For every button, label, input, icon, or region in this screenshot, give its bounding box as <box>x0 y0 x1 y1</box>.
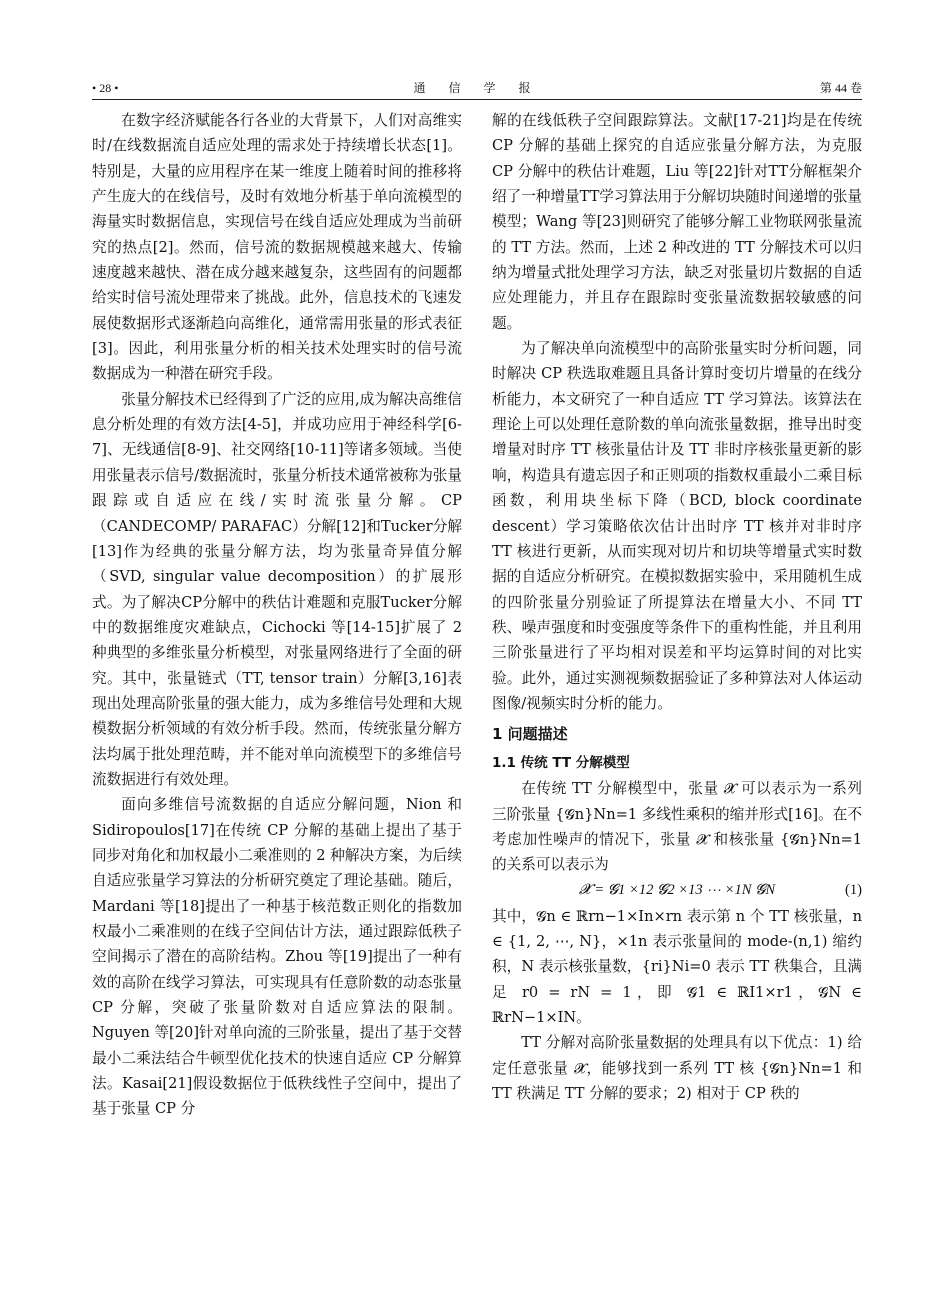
page-number: • 28 • <box>92 81 119 95</box>
intro-paragraph-1: 在数字经济赋能各行各业的大背景下，人们对高维实时/在线数据流自适应处理的需求处于持续增长状态[1]。特别是，大量的应用程序在某一维度上随着时间的推移将产生庞大的在线信号，及时有效地分析基于单向流模型的海量实时数据信息，实现信号在线自适应处理成为当前研究的热点[2]。然而，信号流的数据规模越来越大、传输速度越来越快、潜在成分越来越复杂，这些固有的问题都给实时信号流处理带来了挑战。此外，信息技术的飞速发展使数据形式逐渐趋向高维化，通常需用张量的形式表征[3]。因此，利用张量分析的相关技术处理实时的信号流数据成为一种潜在研究手段。 <box>92 112 462 383</box>
subsection-heading: 1.1 传统 TT 分解模型 <box>492 755 630 772</box>
advantages-paragraph: TT 分解对高阶张量数据的处理具有以下优点：1) 给定任意张量 𝓧，能够找到一系列 TT 核 {𝓖n}Nn=1 和 TT 秩满足 TT 分解的要求；2) 相对于 CP 秩的 <box>492 1034 862 1103</box>
intro-paragraph-5: 为了解决单向流模型中的高阶张量实时分析问题，同时解决 CP 秩选取难题且具备计算时变切片增量的在线分析能力，本文研究了一种自适应 TT 学习算法。该算法在理论上可以处理任意阶数的单向流张量数据，推导出时变增量对时序 TT 核张量估计及 TT 非时序核张量更新的影响，构造具有遗忘因子和正则项的指数权重最小二乘目标函数，利用块坐标下降（BCD, block coordinate descent）学习策略依次估计出时序 TT 核并对非时序 TT 核进行更新，从而实现对切片和切块等增量式实时数据的自适应分析研究。在模拟数据实验中，采用随机生成的四阶张量分别验证了所提算法在增量大小、不同 TT 秩、噪声强度和时变强度等条件下的重构性能，并且利用三阶张量进行了平均相对误差和平均运算时间的对比实验。此外，通过实测视频数据验证了多种算法对人体运动图像/视频实时分析的能力。 <box>492 340 862 712</box>
equation-body: 𝓧 = 𝓖1 ×12 𝓖2 ×13 ⋯ ×1N 𝓖N <box>578 881 776 898</box>
header-rule <box>92 99 862 100</box>
equation-number: (1) <box>844 881 862 898</box>
intro-paragraph-4: 解的在线低秩子空间跟踪算法。文献[17-21]均是在传统 CP 分解的基础上探究的自适应张量分解方法，为克服 CP 分解中的秩估计难题，Liu 等[22]针对TT分解框架介绍了一种增量TT学习算法用于分解切块随时间递增的张量模型；Wang 等[23]则研究了能够分解工业物联网张量流的 TT 方法。然而，上述 2 种改进的 TT 分解技术可以归纳为增量式批处理学习方法，缺乏对张量切片数据的自适应处理能力，并且存在跟踪时变张量流数据较敏感的问题。 <box>492 112 862 332</box>
section-heading: 1 问题描述 <box>492 725 568 744</box>
intro-paragraph-2: 张量分解技术已经得到了广泛的应用,成为解决高维信息分析处理的有效方法[4-5]，并成功应用于神经科学[6-7]、无线通信[8-9]、社交网络[10-11]等诸多领域。当使用张量表示信号/数据流时，张量分析技术通常被称为张量跟踪或自适应在线/实时流张量分解。CP（CANDECOMP/ PARAFAC）分解[12]和Tucker分解[13]作为经典的张量分解方法，均为张量奇异值分解（SVD, singular value decomposition）的扩展形式。为了解决CP分解中的秩估计难题和克服Tucker分解中的数据维度灾难缺点，Cichocki 等[14-15]扩展了 2 种典型的多维张量分析模型，对张量网络进行了全面的研究。其中，张量链式（TT, tensor train）分解[3,16]表现出处理高阶张量的强大能力，成为多维信号处理和大规模数据分析领域的有效分析手段。然而，传统张量分解方法均属于批处理范畴，并不能对单向流模型下的多维信号流数据进行有效处理。 <box>92 390 462 788</box>
model-paragraph: 在传统 TT 分解模型中，张量 𝓧 可以表示为一系列三阶张量 {𝓖n}Nn=1 多线性乘积的缩并形式[16]。在不考虑加性噪声的情况下，张量 𝓧 和核张量 {𝓖n}Nn=1 的关系可以表示为 <box>492 780 862 874</box>
journal-name: 通 信 学 报 <box>413 81 541 95</box>
left-column <box>92 108 462 1122</box>
definition-paragraph: 其中，𝓖n ∈ ℝrn−1×In×rn 表示第 n 个 TT 核张量，n ∈ {1, 2, ⋯, N}，×1n 表示张量间的 mode-(n,1) 缩约积，N 表示核张量数，{ri}Ni=0 表示 TT 秩集合，且满足 r0 = rN = 1，即 𝓖1 ∈ ℝI1×r1，𝓖N ∈ ℝrN−1×IN。 <box>492 907 862 1026</box>
equation-1 <box>492 878 862 904</box>
running-header <box>92 78 862 98</box>
right-column <box>492 108 862 1106</box>
volume-label: 第 44 卷 <box>819 81 862 95</box>
intro-paragraph-3: 面向多维信号流数据的自适应分解问题，Nion 和 Sidiropoulos[17]在传统 CP 分解的基础上提出了基于同步对角化和加权最小二乘准则的 2 种解决方案，为后续自适应张量学习算法的分析研究奠定了理论基础。随后，Mardani 等[18]提出了一种基于核范数正则化的指数加权最小二乘准则的在线子空间估计方法，通过跟踪低秩子空间揭示了潜在的高阶结构。Zhou 等[19]提出了一种有效的高阶在线学习算法，可实现具有任意阶数的动态张量 CP 分解，突破了张量阶数对自适应算法的限制。Nguyen 等[20]针对单向流的三阶张量，提出了基于交替最小二乘法结合牛顿型优化技术的快速自适应 CP 分解算法。Kasai[21]假设数据位于低秩线性子空间中，提出了基于张量 CP 分 <box>92 796 462 1118</box>
